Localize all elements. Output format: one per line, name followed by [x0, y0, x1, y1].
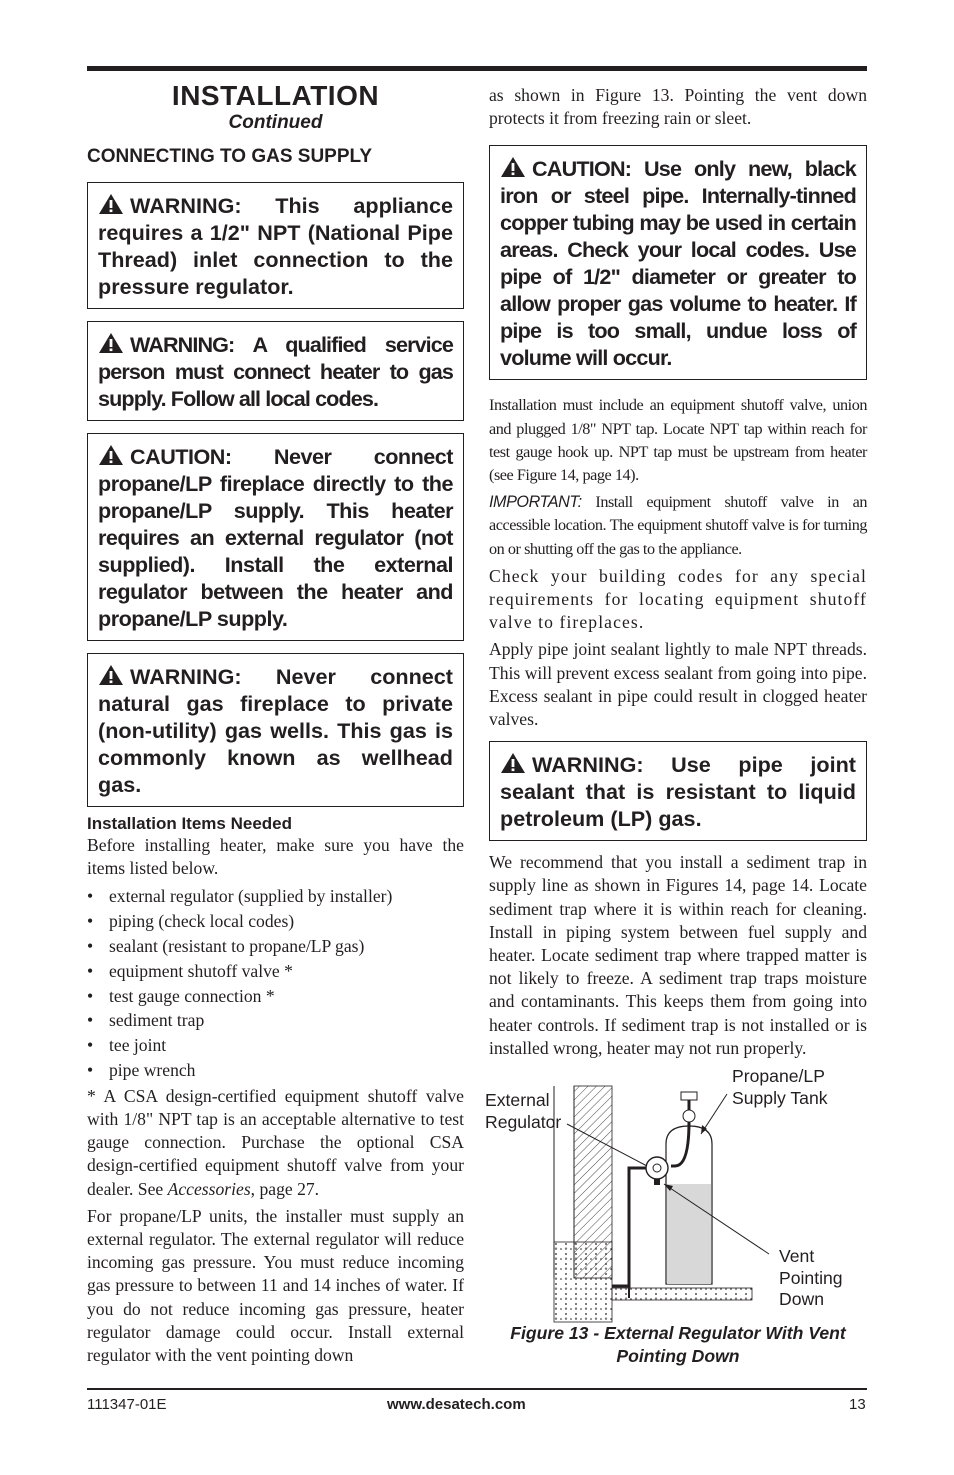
list-item: • pipe wrench	[87, 1059, 196, 1080]
right-column	[485, 84, 867, 1368]
warning-box-npt	[87, 182, 464, 309]
sealant-paragraph: Apply pipe joint sealant lightly to male NPT threads. This will prevent excess sealant from going into pipe. Excess sealant in pipe could result in clogged heater valves.	[489, 639, 867, 730]
warning-box-sealant	[489, 741, 867, 841]
caution-box-propane	[87, 433, 464, 641]
bottom-rule	[87, 1388, 867, 1390]
label-vent-pointing-down: Vent Pointing Down	[779, 1246, 843, 1310]
left-column	[87, 80, 464, 1371]
figure-caption: Figure 13 - External Regulator With Vent Pointing Down	[510, 1323, 846, 1367]
warning-triangle-icon	[98, 193, 124, 215]
caution-text-propane: CAUTION: Never connect propane/LP fireplace directly to the propane/LP supply. This heater requires an external regulator (not supplied). Install the external regulator between the heater and propane/LP supply.	[98, 444, 453, 631]
warning-text-sealant: WARNING: Use pipe joint sealant that is resistant to liquid petroleum (LP) gas.	[500, 752, 856, 832]
warning-text-qualified: WARNING: A qualified service person must connect heater to gas supply. Follow all local codes.	[98, 332, 453, 411]
top-rule	[87, 66, 867, 71]
list-item: • external regulator (supplied by installer)	[87, 886, 393, 907]
items-intro: Before installing heater, make sure you have the items listed below.	[87, 835, 464, 879]
warning-box-wells	[87, 653, 464, 807]
caution-text-pipe: CAUTION: Use only new, black iron or steel pipe. Internally-tinned copper tubing may be used in certain areas. Check your local codes. Use pipe of 1/2" diameter or greater to allow proper gas volume to heater. If pipe is too small, undue loss of volume will occur.	[500, 156, 856, 371]
warning-box-qualified	[87, 321, 464, 421]
list-item: • test gauge connection *	[87, 985, 275, 1006]
warning-triangle-icon	[98, 332, 124, 354]
warning-triangle-icon	[500, 752, 526, 774]
list-item: • tee joint	[87, 1035, 167, 1056]
warning-text-npt: WARNING: This appliance requires a 1/2" NPT (National Pipe Thread) inlet connection to the pressure regulator.	[98, 193, 453, 299]
sediment-paragraph: We recommend that you install a sediment trap in supply line as shown in Figures 14, page 14. Locate sediment trap where it is within reach for cleaning. Install in piping system between fuel supply and heater. Locate sediment trap where trapped matter is not likely to freeze. A sediment trap traps moisture and contaminants. This keeps them from going into heater controls. If sediment trap is not installed or is installed wrong, heater may not run properly.	[489, 852, 867, 1058]
website-link[interactable]: www.desatech.com	[387, 1396, 526, 1413]
propane-paragraph: For propane/LP units, the installer must supply an external regulator. The external regulator will reduce incoming gas pressure. You must reduce incoming gas pressure to between 11 and 14 inches of water. If you do not reduce incoming gas pressure, heater regulator damage could occur. Install external regulator with the vent pointing down	[87, 1205, 464, 1366]
items-list	[87, 884, 464, 1082]
label-external-regulator: External Regulator	[485, 1090, 562, 1132]
footnote-csa: * A CSA design-certified equipment shutoff valve with 1/8" NPT tap is an acceptable alternative to test gauge connection. Purchase the optional CSA design-certified equipment shutoff valve from your dealer. See Accessories, page 27.	[87, 1085, 464, 1199]
doc-number: 111347-01E	[87, 1396, 167, 1413]
page-number: 13	[849, 1396, 866, 1413]
list-item: • piping (check local codes)	[87, 911, 295, 932]
installation-paragraph: Installation must include an equipment shutoff valve, union and plugged 1/8" NPT tap. Locate NPT tap within reach for test gauge hook up. NPT tap must be upstream from heater (see Figure 14, page 14).	[489, 396, 867, 485]
caution-box-pipe	[489, 145, 867, 380]
list-item: • sealant (resistant to propane/LP gas)	[87, 936, 365, 956]
figure-13	[485, 1066, 867, 1334]
important-paragraph: IMPORTANT: Install equipment shutoff valve in an accessible location. The equipment shutoff valve is for turning on or shutting off the gas to the appliance.	[489, 493, 867, 558]
codes-paragraph: Check your building codes for any special requirements for locating equipment shutoff valve to fireplaces.	[489, 565, 867, 633]
label-supply-tank: Propane/LP Supply Tank	[732, 1066, 828, 1108]
warning-triangle-icon	[98, 444, 124, 466]
list-item: • sediment trap	[87, 1010, 205, 1031]
vent-paragraph: as shown in Figure 13. Pointing the vent down protects it from freezing rain or sleet.	[489, 85, 867, 129]
section-subtitle: Continued	[228, 112, 323, 133]
warning-triangle-icon	[500, 156, 526, 178]
warning-text-wells: WARNING: Never connect natural gas fireplace to private (non-utility) gas wells. This gas is commonly known as wellhead gas.	[98, 664, 453, 797]
items-heading: Installation Items Needed	[87, 814, 292, 833]
section-title: INSTALLATION	[171, 80, 380, 111]
list-item: • equipment shutoff valve *	[87, 960, 293, 981]
warning-triangle-icon	[98, 664, 124, 686]
connecting-heading: CONNECTING TO GAS SUPPLY	[87, 146, 373, 167]
